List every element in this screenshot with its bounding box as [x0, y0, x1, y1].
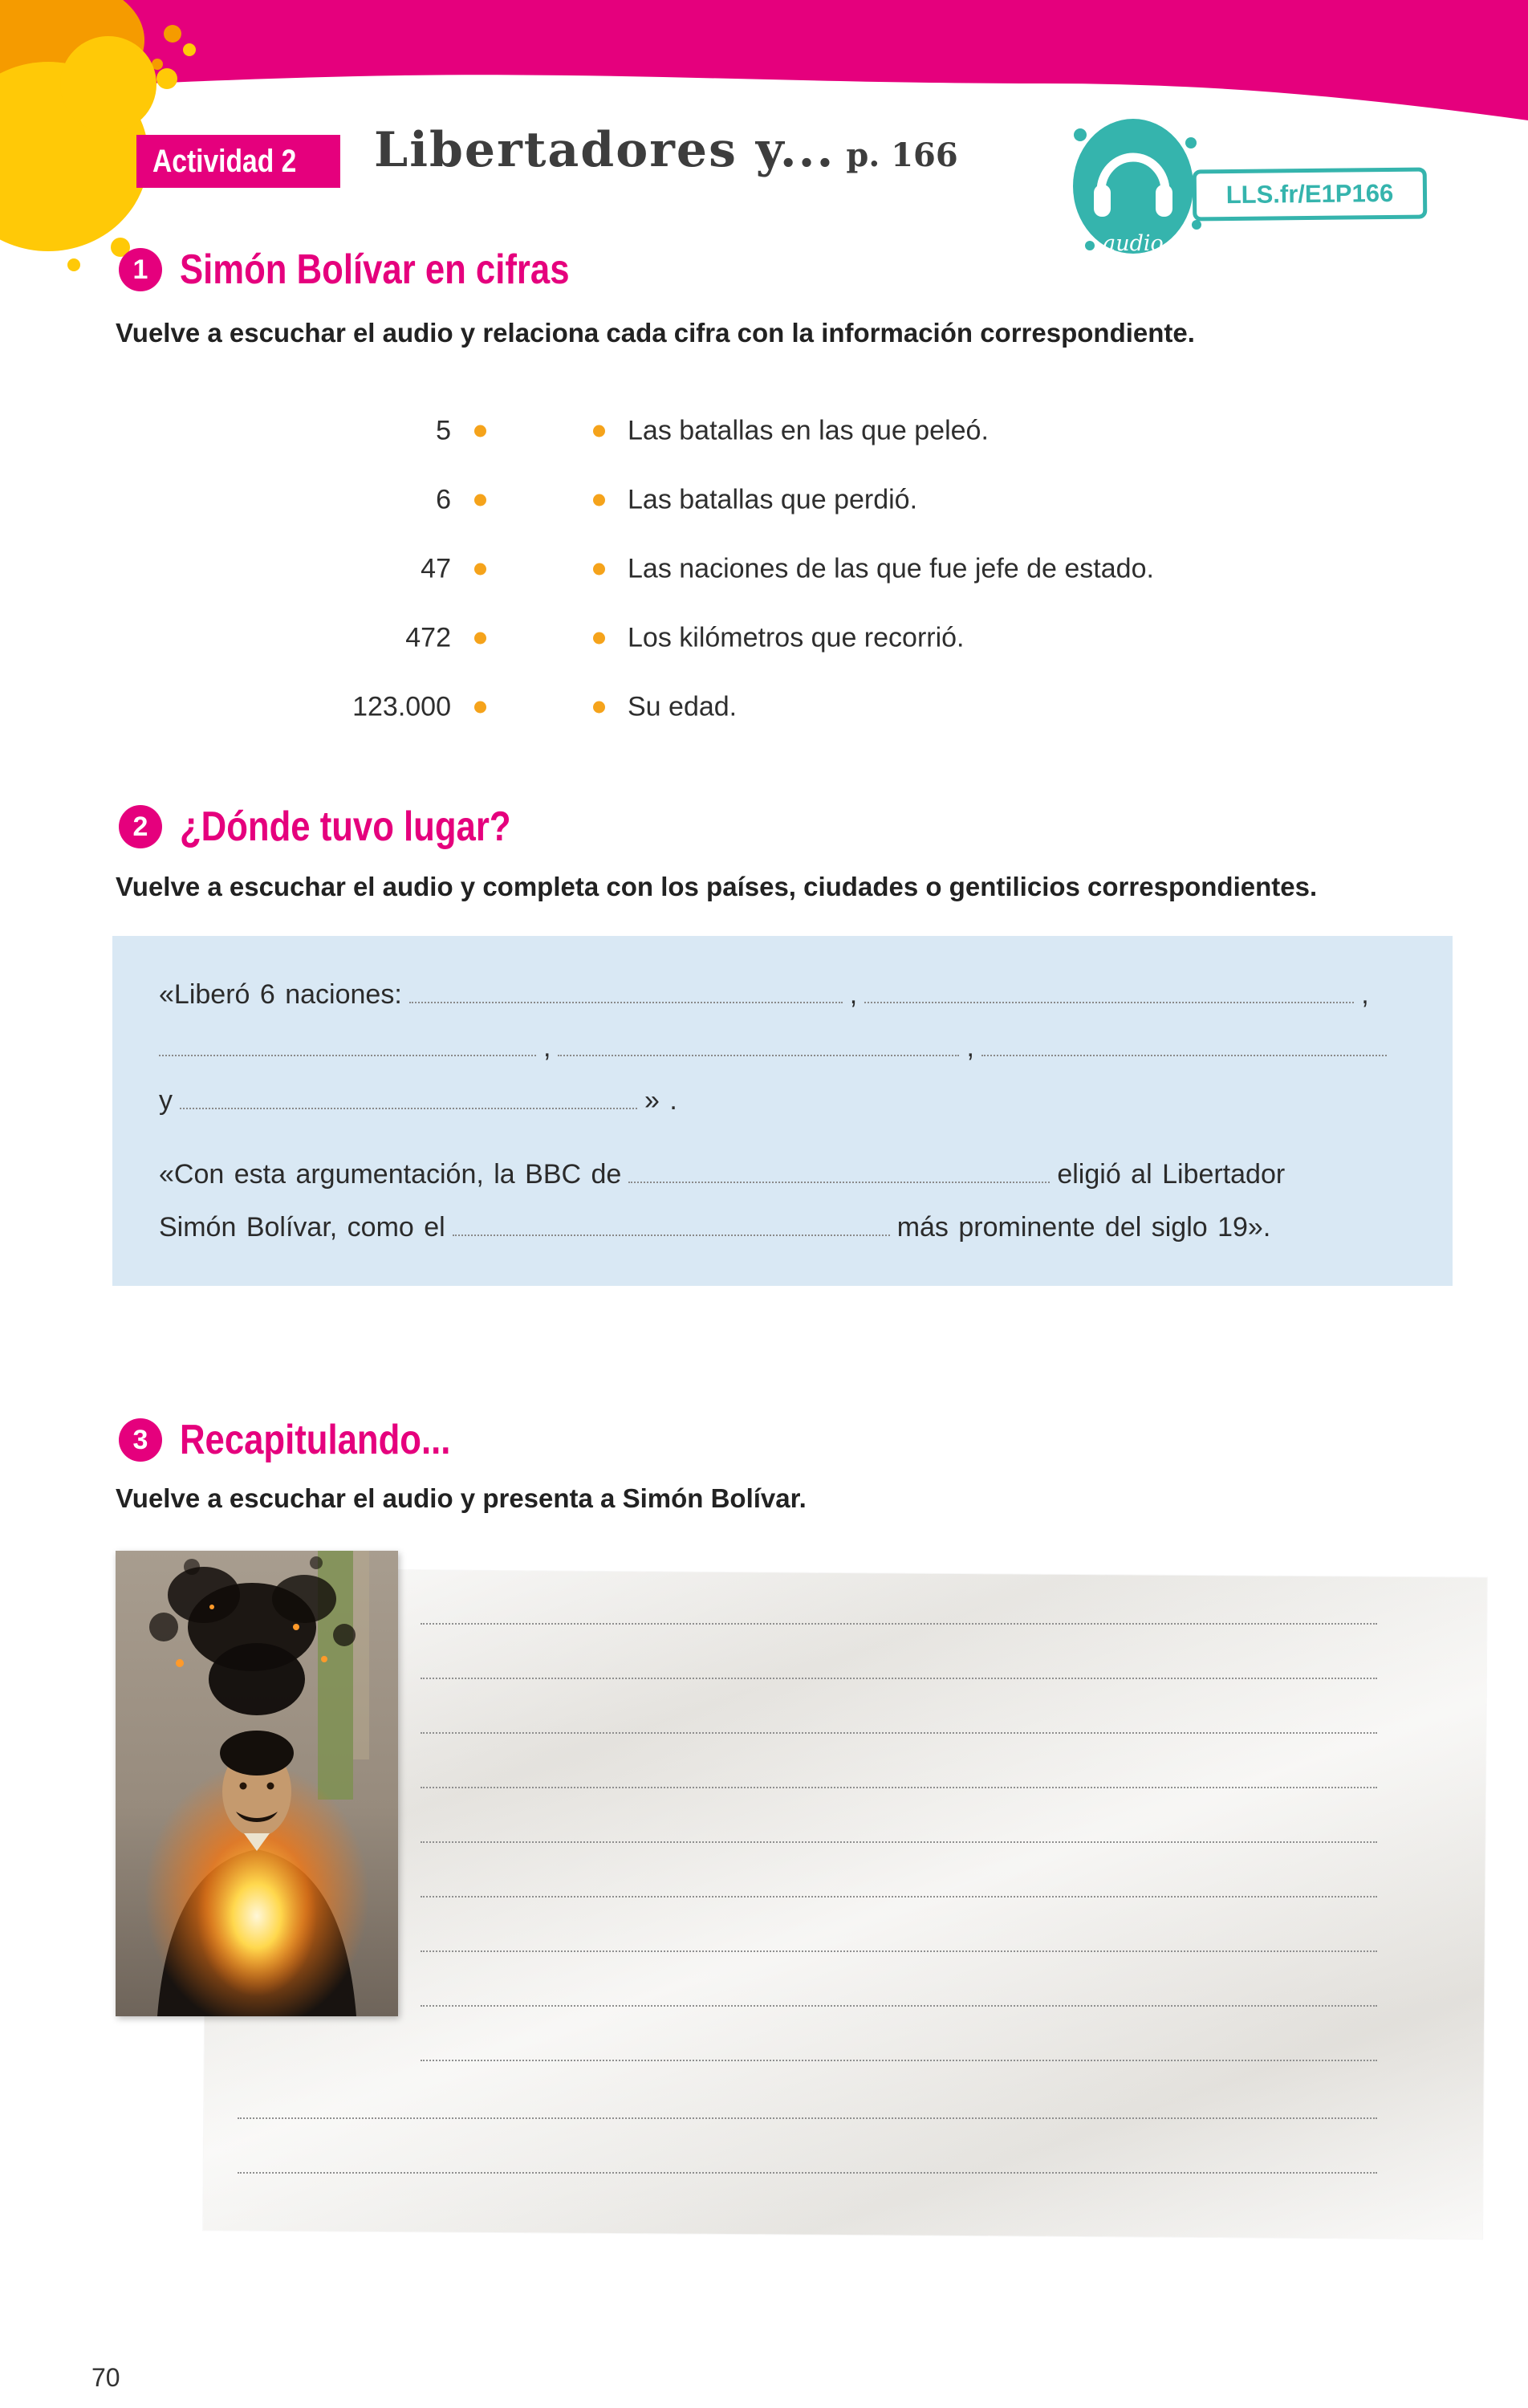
page-reference: p. 166	[846, 136, 958, 174]
match-dot-left[interactable]	[474, 563, 486, 576]
section-2-title: ¿Dónde tuvo lugar?	[180, 803, 511, 850]
page-title	[374, 122, 958, 178]
quote-text: ,	[1361, 979, 1369, 1010]
match-dot-right[interactable]	[593, 702, 605, 714]
writing-line[interactable]	[421, 1732, 1377, 1734]
quote-text: ,	[966, 1032, 974, 1063]
blank-field[interactable]	[864, 982, 1354, 1003]
quote-text: ,	[543, 1032, 551, 1063]
section-3-title: Recapitulando...	[180, 1417, 451, 1463]
writing-line[interactable]	[421, 1841, 1377, 1843]
section-1-instruction: Vuelve a escuchar el audio y relaciona cada cifra con la información correspondiente.	[116, 318, 1195, 348]
match-description: Los kilómetros que recorrió.	[628, 622, 965, 653]
blank-field[interactable]	[558, 1035, 959, 1056]
blank-field[interactable]	[409, 982, 843, 1003]
match-number: 6	[436, 484, 451, 515]
quote-line	[159, 968, 1406, 1021]
writing-line[interactable]	[421, 1950, 1377, 1952]
writing-line[interactable]	[421, 2005, 1377, 2007]
quote-text: «Con esta argumentación, la BBC de	[159, 1159, 622, 1190]
audio-label: audio	[1103, 231, 1164, 256]
match-number: 472	[405, 622, 451, 653]
quote-line	[159, 1021, 1406, 1074]
match-number: 47	[421, 553, 451, 584]
match-dot-left[interactable]	[474, 633, 486, 645]
section-1-header	[119, 246, 644, 294]
lls-code-badge[interactable]: LLS.fr/E1P166	[1193, 167, 1428, 221]
writing-line[interactable]	[421, 1787, 1377, 1788]
match-number: 5	[436, 415, 451, 446]
writing-line[interactable]	[421, 2060, 1377, 2061]
match-dot-right[interactable]	[593, 563, 605, 576]
section-2-instruction: Vuelve a escuchar el audio y completa con los países, ciudades o gentilicios correspondientes.	[116, 872, 1318, 901]
match-row	[0, 673, 1528, 742]
match-number: 123.000	[352, 691, 451, 722]
quote-line	[159, 1074, 1406, 1127]
match-dot-left[interactable]	[474, 494, 486, 506]
quote-line	[159, 1148, 1406, 1201]
writing-line[interactable]	[421, 1623, 1377, 1625]
quote-text: y	[159, 1085, 173, 1116]
quote-line	[159, 1201, 1406, 1254]
section-3-number-badge: 3	[119, 1418, 162, 1462]
quote-text: eligió al Libertador	[1057, 1159, 1286, 1190]
match-dot-left[interactable]	[474, 425, 486, 437]
activity-label-text: Actividad 2	[152, 143, 297, 179]
match-dot-left[interactable]	[474, 702, 486, 714]
blank-field[interactable]	[180, 1088, 637, 1109]
blank-field[interactable]	[628, 1162, 1050, 1183]
match-description: Su edad.	[628, 691, 738, 722]
match-row	[0, 466, 1528, 535]
section-3-instruction: Vuelve a escuchar el audio y presenta a Simón Bolívar.	[116, 1483, 807, 1513]
writing-line[interactable]	[421, 1678, 1377, 1679]
blank-field[interactable]	[453, 1215, 890, 1236]
bolivar-image	[116, 1551, 398, 2016]
page-title-text: Libertadores y...	[374, 122, 835, 178]
match-description: Las batallas que perdió.	[628, 484, 918, 515]
match-row	[0, 397, 1528, 466]
quote-text: Simón Bolívar, como el	[159, 1212, 445, 1243]
section-1-title: Simón Bolívar en cifras	[180, 246, 570, 293]
activity-label	[136, 135, 340, 188]
quote-text: más prominente del siglo 19».	[896, 1212, 1271, 1243]
match-dot-right[interactable]	[593, 425, 605, 437]
match-description: Las batallas en las que peleó.	[628, 415, 989, 446]
match-description: Las naciones de las que fue jefe de estado.	[628, 553, 1154, 584]
section-2-number-badge: 2	[119, 805, 162, 848]
fill-in-quote-box	[112, 936, 1453, 1286]
blank-field[interactable]	[981, 1035, 1387, 1056]
quote-text: » .	[644, 1085, 677, 1116]
page-number: 70	[91, 2363, 120, 2392]
match-dot-right[interactable]	[593, 633, 605, 645]
section-3-header	[119, 1416, 502, 1464]
writing-line[interactable]	[238, 2117, 1377, 2119]
section-1-number-badge: 1	[119, 248, 162, 291]
match-row	[0, 604, 1528, 673]
quote-text: «Liberó 6 naciones:	[159, 979, 402, 1010]
audio-icon[interactable]	[1067, 112, 1204, 269]
blank-field[interactable]	[159, 1035, 536, 1056]
match-dot-right[interactable]	[593, 494, 605, 506]
quote-text: ,	[849, 979, 858, 1010]
writing-line[interactable]	[238, 2172, 1377, 2174]
section-2-header	[119, 803, 574, 851]
match-row	[0, 535, 1528, 604]
writing-line[interactable]	[421, 1896, 1377, 1898]
